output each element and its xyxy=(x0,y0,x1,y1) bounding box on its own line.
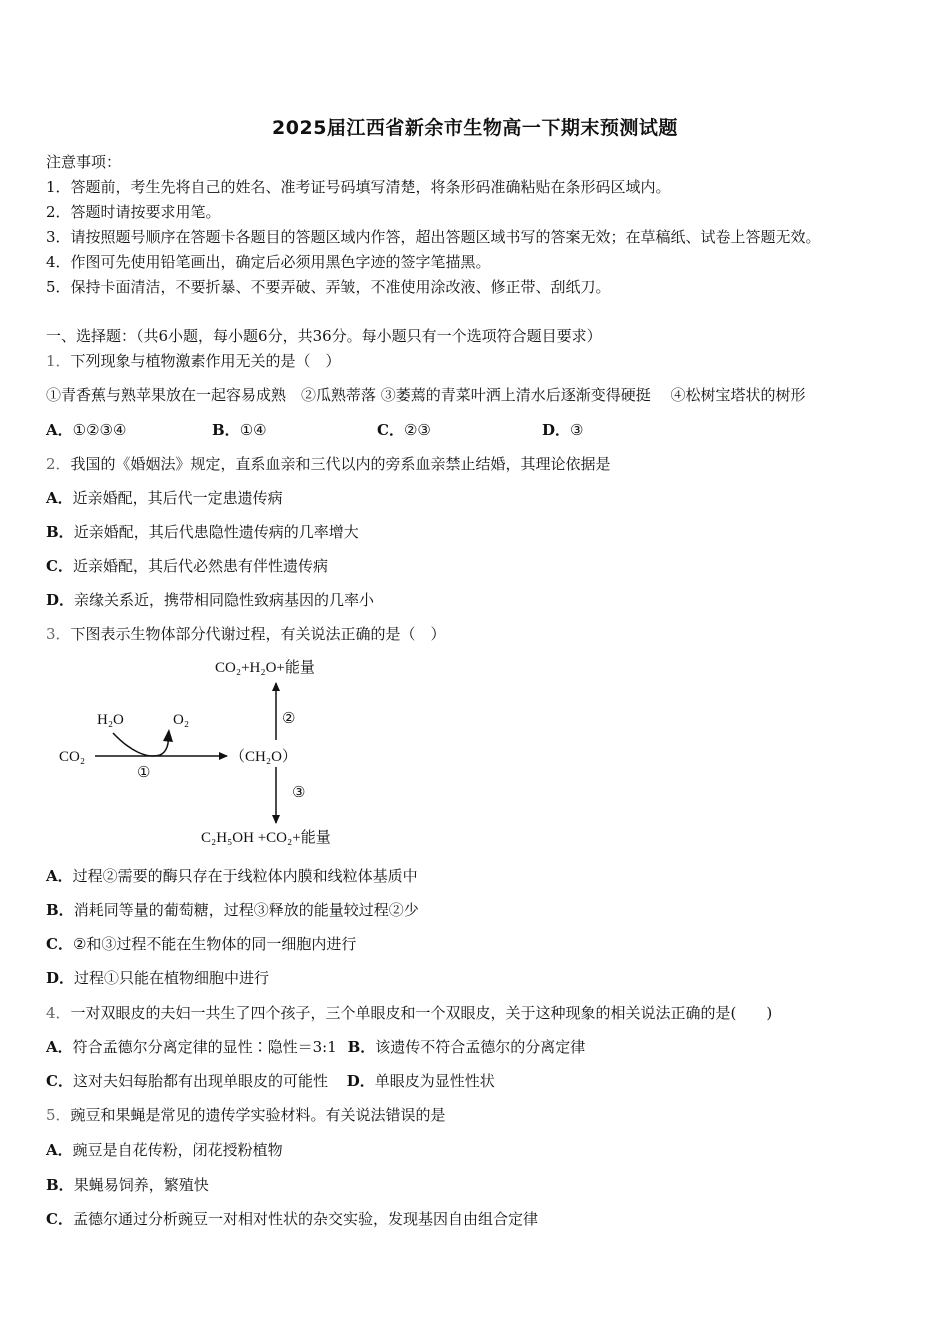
option-d[interactable]: D．亲缘关系近，携带相同隐性致病基因的几率小 xyxy=(46,591,375,609)
option-b[interactable]: B．①④ xyxy=(212,421,267,439)
option-d[interactable]: D．③ xyxy=(542,421,584,439)
option-c[interactable]: C．近亲婚配，其后代必然患有伴性遗传病 xyxy=(46,557,328,575)
notice-item: 2．答题时请按要求用笔。 xyxy=(46,203,221,221)
metabolism-diagram xyxy=(55,655,385,855)
water-split-curve xyxy=(113,733,168,756)
diagram-co2: CO₂ xyxy=(59,749,86,765)
page-title: 2025届江西省新余市生物高一下期末预测试题 xyxy=(272,117,678,139)
notice-item: 4．作图可先使用铅笔画出，确定后必须用黑色字迹的签字笔描黑。 xyxy=(46,253,491,271)
question-stem: 一对双眼皮的夫妇一共生了四个孩子，三个单眼皮和一个双眼皮，关于这种现象的相关说法正确的是( ) xyxy=(70,1004,773,1022)
option-a[interactable]: A．①②③④ xyxy=(46,421,127,439)
notice-item: 1．答题前，考生先将自己的姓名、准考证号码填写清楚，将条形码准确粘贴在条形码区域内。 xyxy=(46,178,671,196)
q4-options-row-1 xyxy=(46,1037,585,1057)
question-5: 5．豌豆和果蝇是常见的遗传学实验材料。有关说法错误的是 xyxy=(46,1106,446,1124)
option-b[interactable]: B．近亲婚配，其后代患隐性遗传病的几率增大 xyxy=(46,523,359,541)
diagram-top-product: CO₂+H₂O+能量 xyxy=(215,660,315,676)
section-heading: 一、选择题：（共6小题，每小题6分，共36分。每小题只有一个选项符合题目要求） xyxy=(46,327,602,345)
question-2: 2．我国的《婚姻法》规定，直系血亲和三代以内的旁系血亲禁止结婚，其理论依据是 xyxy=(46,455,611,473)
question-3: 3．下图表示生物体部分代谢过程，有关说法正确的是（ ） xyxy=(46,625,446,643)
question-4: 4．一对双眼皮的夫妇一共生了四个孩子，三个单眼皮和一个双眼皮，关于这种现象的相关说法正确的是( ) xyxy=(46,1004,773,1022)
option-b[interactable]: B．消耗同等量的葡萄糖，过程③释放的能量较过程②少 xyxy=(46,901,419,919)
question-1 xyxy=(46,351,341,371)
option-c[interactable]: C．②③ xyxy=(377,421,431,439)
option-b[interactable]: B．果蝇易饲养，繁殖快 xyxy=(46,1176,209,1194)
option-d[interactable]: D．过程①只能在植物细胞中进行 xyxy=(46,969,270,987)
marker-2: ② xyxy=(282,711,296,727)
diagram-h2o: H₂O xyxy=(97,712,124,728)
diagram-bottom-product: C₂H₅OH +CO₂+能量 xyxy=(201,830,331,846)
option-d[interactable]: D．单眼皮为显性性状 xyxy=(346,1072,495,1090)
option-c[interactable]: C．②和③过程不能在生物体的同一细胞内进行 xyxy=(46,935,357,953)
option-b[interactable]: B．该遗传不符合孟德尔的分离定律 xyxy=(347,1038,586,1056)
diagram-ch2o: （CH₂O） xyxy=(230,749,297,765)
marker-3: ③ xyxy=(292,785,306,801)
option-a[interactable]: A．豌豆是自花传粉，闭花授粉植物 xyxy=(46,1141,283,1159)
notice-heading: 注意事项： xyxy=(46,153,122,171)
option-a[interactable]: A．符合孟德尔分离定律的显性∶隐性＝3:1 xyxy=(46,1038,337,1056)
diagram-o2: O₂ xyxy=(173,712,190,728)
notice-item: 5．保持卡面清洁，不要折暴、不要弄破、弄皱，不准使用涂改液、修正带、刮纸刀。 xyxy=(46,278,611,296)
q4-options-row-2 xyxy=(46,1071,495,1091)
option-c[interactable]: C．孟德尔通过分析豌豆一对相对性状的杂交实验，发现基因自由组合定律 xyxy=(46,1210,538,1228)
option-a[interactable]: A．近亲婚配，其后代一定患遗传病 xyxy=(46,489,283,507)
question-number: 1． xyxy=(46,352,71,370)
o2-arrowhead xyxy=(163,729,173,742)
question-stem: 我国的《婚姻法》规定，直系血亲和三代以内的旁系血亲禁止结婚，其理论依据是 xyxy=(70,455,611,473)
question-stem: 下图表示生物体部分代谢过程，有关说法正确的是（ ） xyxy=(70,625,446,643)
notice-item: 3．请按照题号顺序在答题卡各题目的答题区域内作答，超出答题区域书写的答案无效；在草稿纸、试卷上答题无效。 xyxy=(46,228,821,246)
marker-1: ① xyxy=(137,765,151,781)
q1-phenomena: ①青香蕉与熟苹果放在一起容易成熟 ②瓜熟蒂落 ③萎蔫的青菜叶洒上清水后逐渐变得硬挺 ④松树宝塔状的树形 xyxy=(46,386,806,404)
option-a[interactable]: A．过程②需要的酶只存在于线粒体内膜和线粒体基质中 xyxy=(46,867,418,885)
question-stem: 豌豆和果蝇是常见的遗传学实验材料。有关说法错误的是 xyxy=(70,1106,446,1124)
question-stem: 下列现象与植物激素作用无关的是（ ） xyxy=(70,352,341,370)
option-c[interactable]: C．这对夫妇每胎都有出现单眼皮的可能性 xyxy=(46,1072,328,1090)
